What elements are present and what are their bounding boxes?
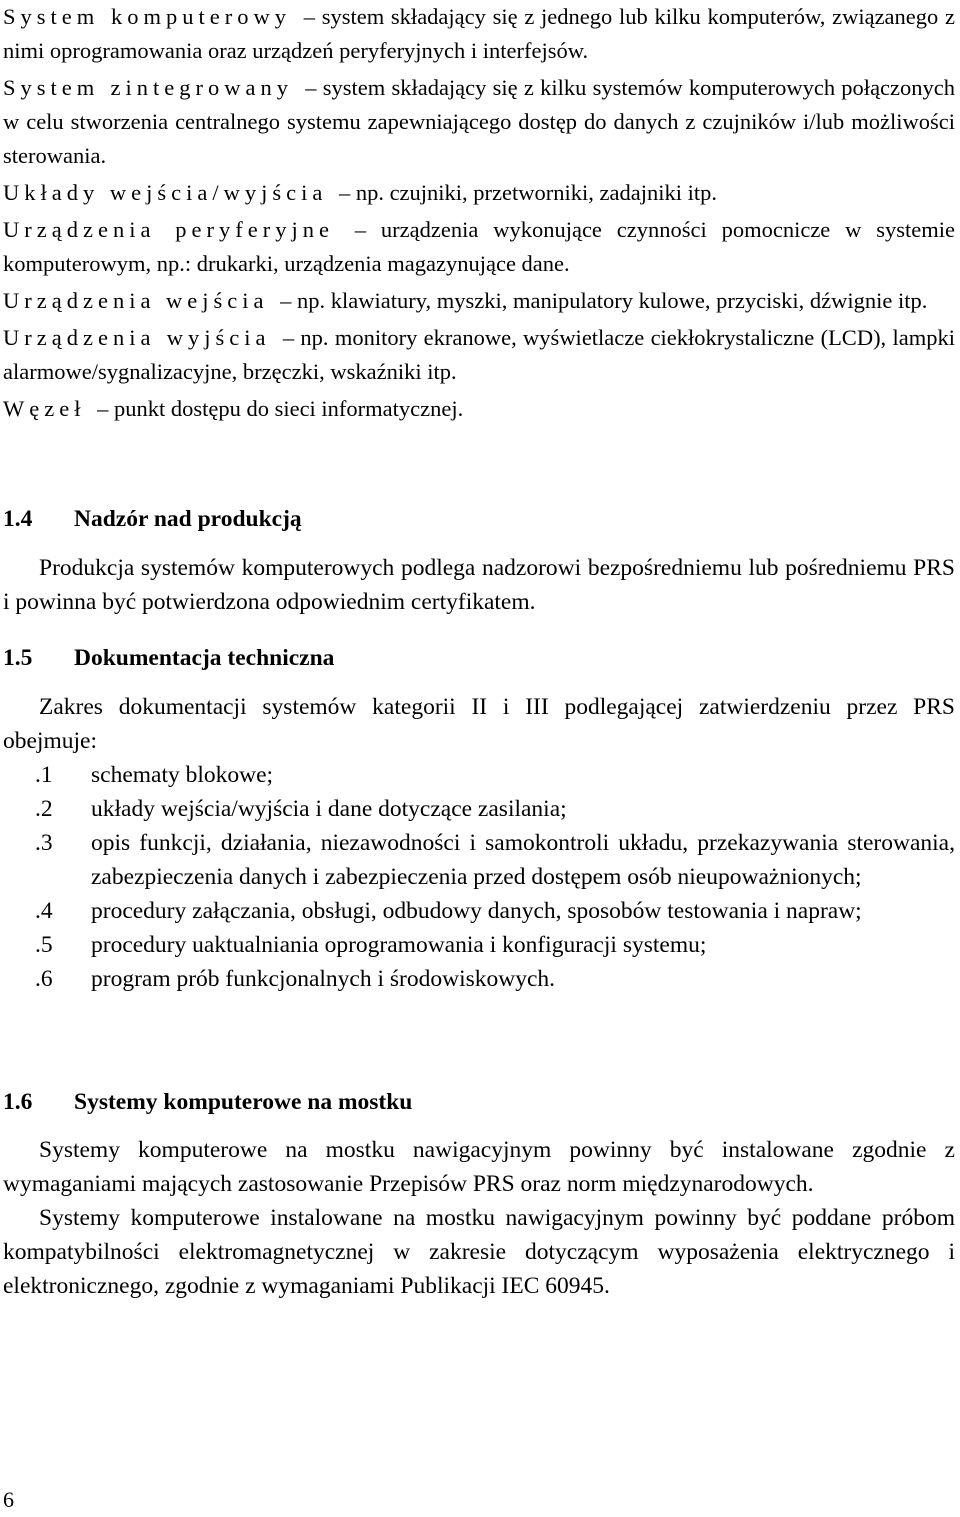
list-item-text: schematy blokowe; [91, 762, 274, 788]
list-item-number: .2 [35, 796, 53, 822]
section-number: 1.5 [3, 645, 33, 671]
definition-text: – system składający się z kilku systemów komputerowych połączonych w celu stworzenia centralnego systemu zapewniającego dostęp do danych z czujników i/lub możliwości sterowania. [3, 75, 956, 168]
page-number: 6 [3, 1487, 14, 1512]
definition-text: – np. czujniki, przetworniki, zadajniki itp. [338, 180, 717, 205]
section-1-6 [3, 1085, 955, 1303]
section-intro: Zakres dokumentacji systemów kategorii II i III podlegającej zatwierdzeniu przez PRS obejmuje: [3, 694, 955, 754]
section-number: 1.4 [3, 506, 33, 532]
definition-urzadzenia-peryferyjne [3, 213, 955, 281]
definition-term: Urządzenia peryferyjne [3, 217, 334, 242]
definition-text: – system składający się z jednego lub kilku komputerów, związanego z nimi oprogramowania oraz urządzeń peryferyjnych i interfejsów. [3, 4, 956, 63]
list-item [3, 826, 955, 894]
definition-system-komputerowy [3, 0, 955, 68]
list-item-text: program prób funkcjonalnych i środowiskowych. [91, 966, 556, 992]
section-title: Nadzór nad produkcją [74, 506, 302, 532]
list-item-text: układy wejścia/wyjścia i dane dotyczące zasilania; [91, 796, 567, 822]
definitions-list [3, 0, 955, 429]
list-item-text: procedury załączania, obsługi, odbudowy danych, sposobów testowania i napraw; [91, 898, 862, 924]
section-number: 1.6 [3, 1089, 33, 1115]
definition-text: – urządzenia wykonujące czynności pomocnicze w systemie komputerowym, np.: drukarki, urządzenia magazynujące dane. [3, 217, 955, 276]
definition-urzadzenia-wyjscia [3, 321, 955, 389]
list-item-text: procedury uaktualniania oprogramowania i konfiguracji systemu; [91, 932, 707, 958]
documentation-list [3, 758, 955, 996]
list-item [3, 758, 955, 792]
list-item-number: .4 [35, 898, 53, 924]
list-item-number: .3 [35, 830, 53, 856]
list-item-text: opis funkcji, działania, niezawodności i samokontroli układu, przekazywania sterowania, zabezpieczenia danych i zabezpieczenia przed dostępem osób nieupoważnionych; [91, 830, 955, 890]
list-item-number: .1 [35, 762, 53, 788]
definition-term: Urządzenia wejścia [3, 288, 269, 313]
section-1-5 [3, 641, 955, 996]
definition-urzadzenia-wejscia [3, 284, 955, 318]
section-1-4 [3, 502, 955, 619]
section-heading [3, 1085, 955, 1119]
section-paragraph: Systemy komputerowe instalowane na mostku nawigacyjnym powinny być poddane próbom kompatybilności elektromagnetycznej w zakresie dotyczącym wyposażenia elektrycznego i elektronicznego, zgodnie z wymaganiami Publikacji IEC 60945. [3, 1205, 955, 1299]
section-title: Dokumentacja techniczna [74, 645, 335, 671]
definition-text: – np. monitory ekranowe, wyświetlacze ciekłokrystaliczne (LCD), lampki alarmowe/sygnalizacyjne, brzęczki, wskaźniki itp. [3, 325, 955, 384]
section-title: Systemy komputerowe na mostku [74, 1089, 413, 1115]
definition-term: Układy wejścia/wyjścia [3, 180, 328, 205]
definition-wezel [3, 392, 955, 426]
list-item-number: .5 [35, 932, 53, 958]
list-item [3, 792, 955, 826]
section-paragraph: Systemy komputerowe na mostku nawigacyjnym powinny być instalowane zgodnie z wymaganiami mających zastosowanie Przepisów PRS oraz norm międzynarodowych. [3, 1137, 955, 1197]
definition-term: Węzeł [3, 396, 86, 421]
definition-term: System komputerowy [3, 4, 291, 29]
list-item [3, 928, 955, 962]
definition-term: Urządzenia wyjścia [3, 325, 271, 350]
section-paragraph: Produkcja systemów komputerowych podlega nadzorowi bezpośredniemu lub pośredniemu PRS i powinna być potwierdzona odpowiednim certyfikatem. [3, 555, 955, 615]
definition-term: System zintegrowany [3, 75, 293, 100]
list-item [3, 962, 955, 996]
list-item [3, 894, 955, 928]
definition-text: – punkt dostępu do sieci informatycznej. [97, 396, 464, 421]
list-item-number: .6 [35, 966, 53, 992]
section-heading [3, 641, 955, 675]
definition-uklady-we-wy [3, 176, 955, 210]
definition-text: – np. klawiatury, myszki, manipulatory kulowe, przyciski, dźwignie itp. [280, 288, 928, 313]
definition-system-zintegrowany [3, 71, 955, 173]
section-heading [3, 502, 955, 536]
